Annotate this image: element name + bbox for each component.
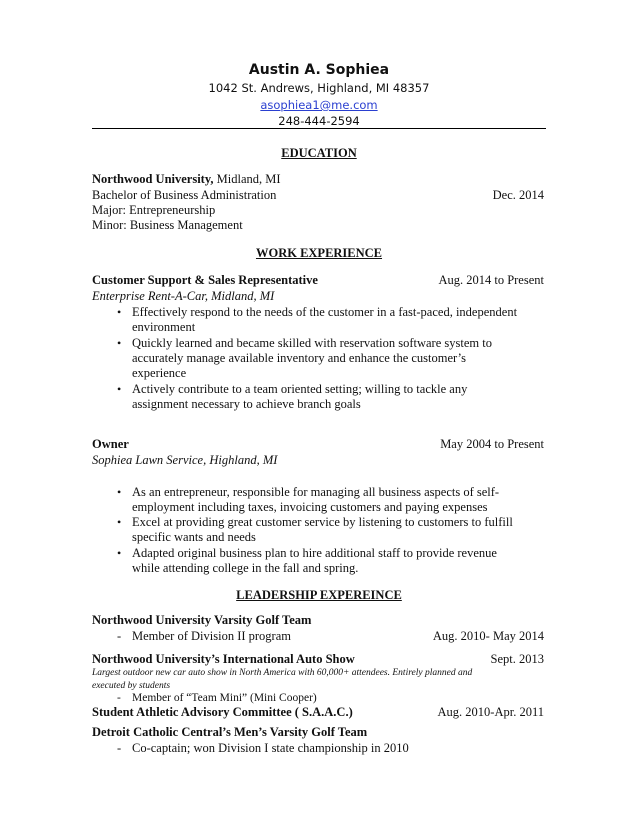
education-heading: EDUCATION bbox=[281, 146, 357, 160]
job-bullet-line: accurately manage available inventory and enhance the customer’s bbox=[132, 351, 466, 365]
major: Major: Entrepreneurship bbox=[92, 203, 216, 217]
bullet-icon: • bbox=[117, 382, 122, 396]
job-bullet-line: experience bbox=[132, 366, 187, 380]
detroit-golf-team: Detroit Catholic Central’s Men’s Varsity Golf Team bbox=[92, 725, 368, 739]
job-dates: May 2004 to Present bbox=[440, 437, 544, 451]
header-divider bbox=[92, 128, 546, 129]
bullet-icon: • bbox=[117, 485, 122, 499]
job-bullet-line: Actively contribute to a team oriented setting; willing to tackle any bbox=[132, 382, 468, 396]
bullet-icon: • bbox=[117, 546, 122, 560]
job-bullet-line: while attending college in the fall and spring. bbox=[132, 561, 359, 575]
job-bullet-line: employment including taxes, invoicing customers and paying expenses bbox=[132, 500, 488, 514]
auto-show: Northwood University’s International Auto Show bbox=[92, 652, 355, 666]
job-bullet-line: Adapted original business plan to hire additional staff to provide revenue bbox=[132, 546, 497, 560]
job-title: Customer Support & Sales Representative bbox=[92, 273, 318, 287]
golf-detail: Member of Division II program bbox=[132, 629, 291, 643]
dash-icon: - bbox=[117, 629, 122, 643]
golf-team: Northwood University Varsity Golf Team bbox=[92, 613, 312, 627]
bullet-icon: • bbox=[117, 515, 122, 529]
job-bullet-line: Quickly learned and became skilled with reservation software system to bbox=[132, 336, 492, 350]
address: 1042 St. Andrews, Highland, MI 48357 bbox=[208, 81, 430, 95]
auto-show-detail: Member of “Team Mini” (Mini Cooper) bbox=[132, 692, 317, 704]
email-link[interactable]: asophiea1@me.com bbox=[260, 98, 378, 112]
job-company: Sophiea Lawn Service, Highland, MI bbox=[92, 453, 278, 467]
job-bullet-line: specific wants and needs bbox=[132, 530, 256, 544]
job-bullet-line: As an entrepreneur, responsible for managing all business aspects of self- bbox=[132, 485, 500, 499]
school-location: Midland, MI bbox=[216, 172, 281, 186]
bullet-icon: • bbox=[117, 305, 122, 319]
job-company: Enterprise Rent-A-Car, Midland, MI bbox=[92, 289, 275, 303]
dash-icon: - bbox=[117, 692, 121, 704]
saac-dates: Aug. 2010-Apr. 2011 bbox=[437, 705, 544, 719]
auto-show-description: executed by students bbox=[92, 681, 171, 691]
leadership-heading: LEADERSHIP EXPEREINCE bbox=[236, 588, 402, 602]
phone: 248-444-2594 bbox=[278, 114, 360, 128]
degree: Bachelor of Business Administration bbox=[92, 188, 277, 202]
job-bullet-line: assignment necessary to achieve branch goals bbox=[132, 397, 361, 411]
work-heading: WORK EXPERIENCE bbox=[255, 246, 383, 260]
education-school-line bbox=[92, 172, 281, 187]
dash-icon: - bbox=[117, 741, 122, 755]
job-bullet-line: environment bbox=[132, 320, 196, 334]
candidate-name: Austin A. Sophiea bbox=[248, 62, 390, 78]
bullet-icon: • bbox=[117, 336, 122, 350]
minor: Minor: Business Management bbox=[92, 218, 243, 232]
detroit-detail: Co-captain; won Division I state championship in 2010 bbox=[132, 741, 409, 755]
school-name: Northwood University, bbox=[92, 172, 214, 186]
job-dates: Aug. 2014 to Present bbox=[438, 273, 544, 287]
job-bullet-line: Excel at providing great customer service by listening to customers to fulfill bbox=[132, 515, 513, 529]
golf-dates: Aug. 2010- May 2014 bbox=[432, 629, 544, 643]
auto-show-dates: Sept. 2013 bbox=[490, 652, 544, 666]
job-title: Owner bbox=[92, 437, 129, 451]
job-bullet-line: Effectively respond to the needs of the customer in a fast-paced, independent bbox=[132, 305, 518, 319]
auto-show-description: Largest outdoor new car auto show in North America with 60,000+ attendees. Entirely planned and bbox=[92, 668, 473, 678]
degree-date: Dec. 2014 bbox=[492, 188, 544, 202]
saac: Student Athletic Advisory Committee ( S.A.A.C.) bbox=[92, 705, 353, 719]
